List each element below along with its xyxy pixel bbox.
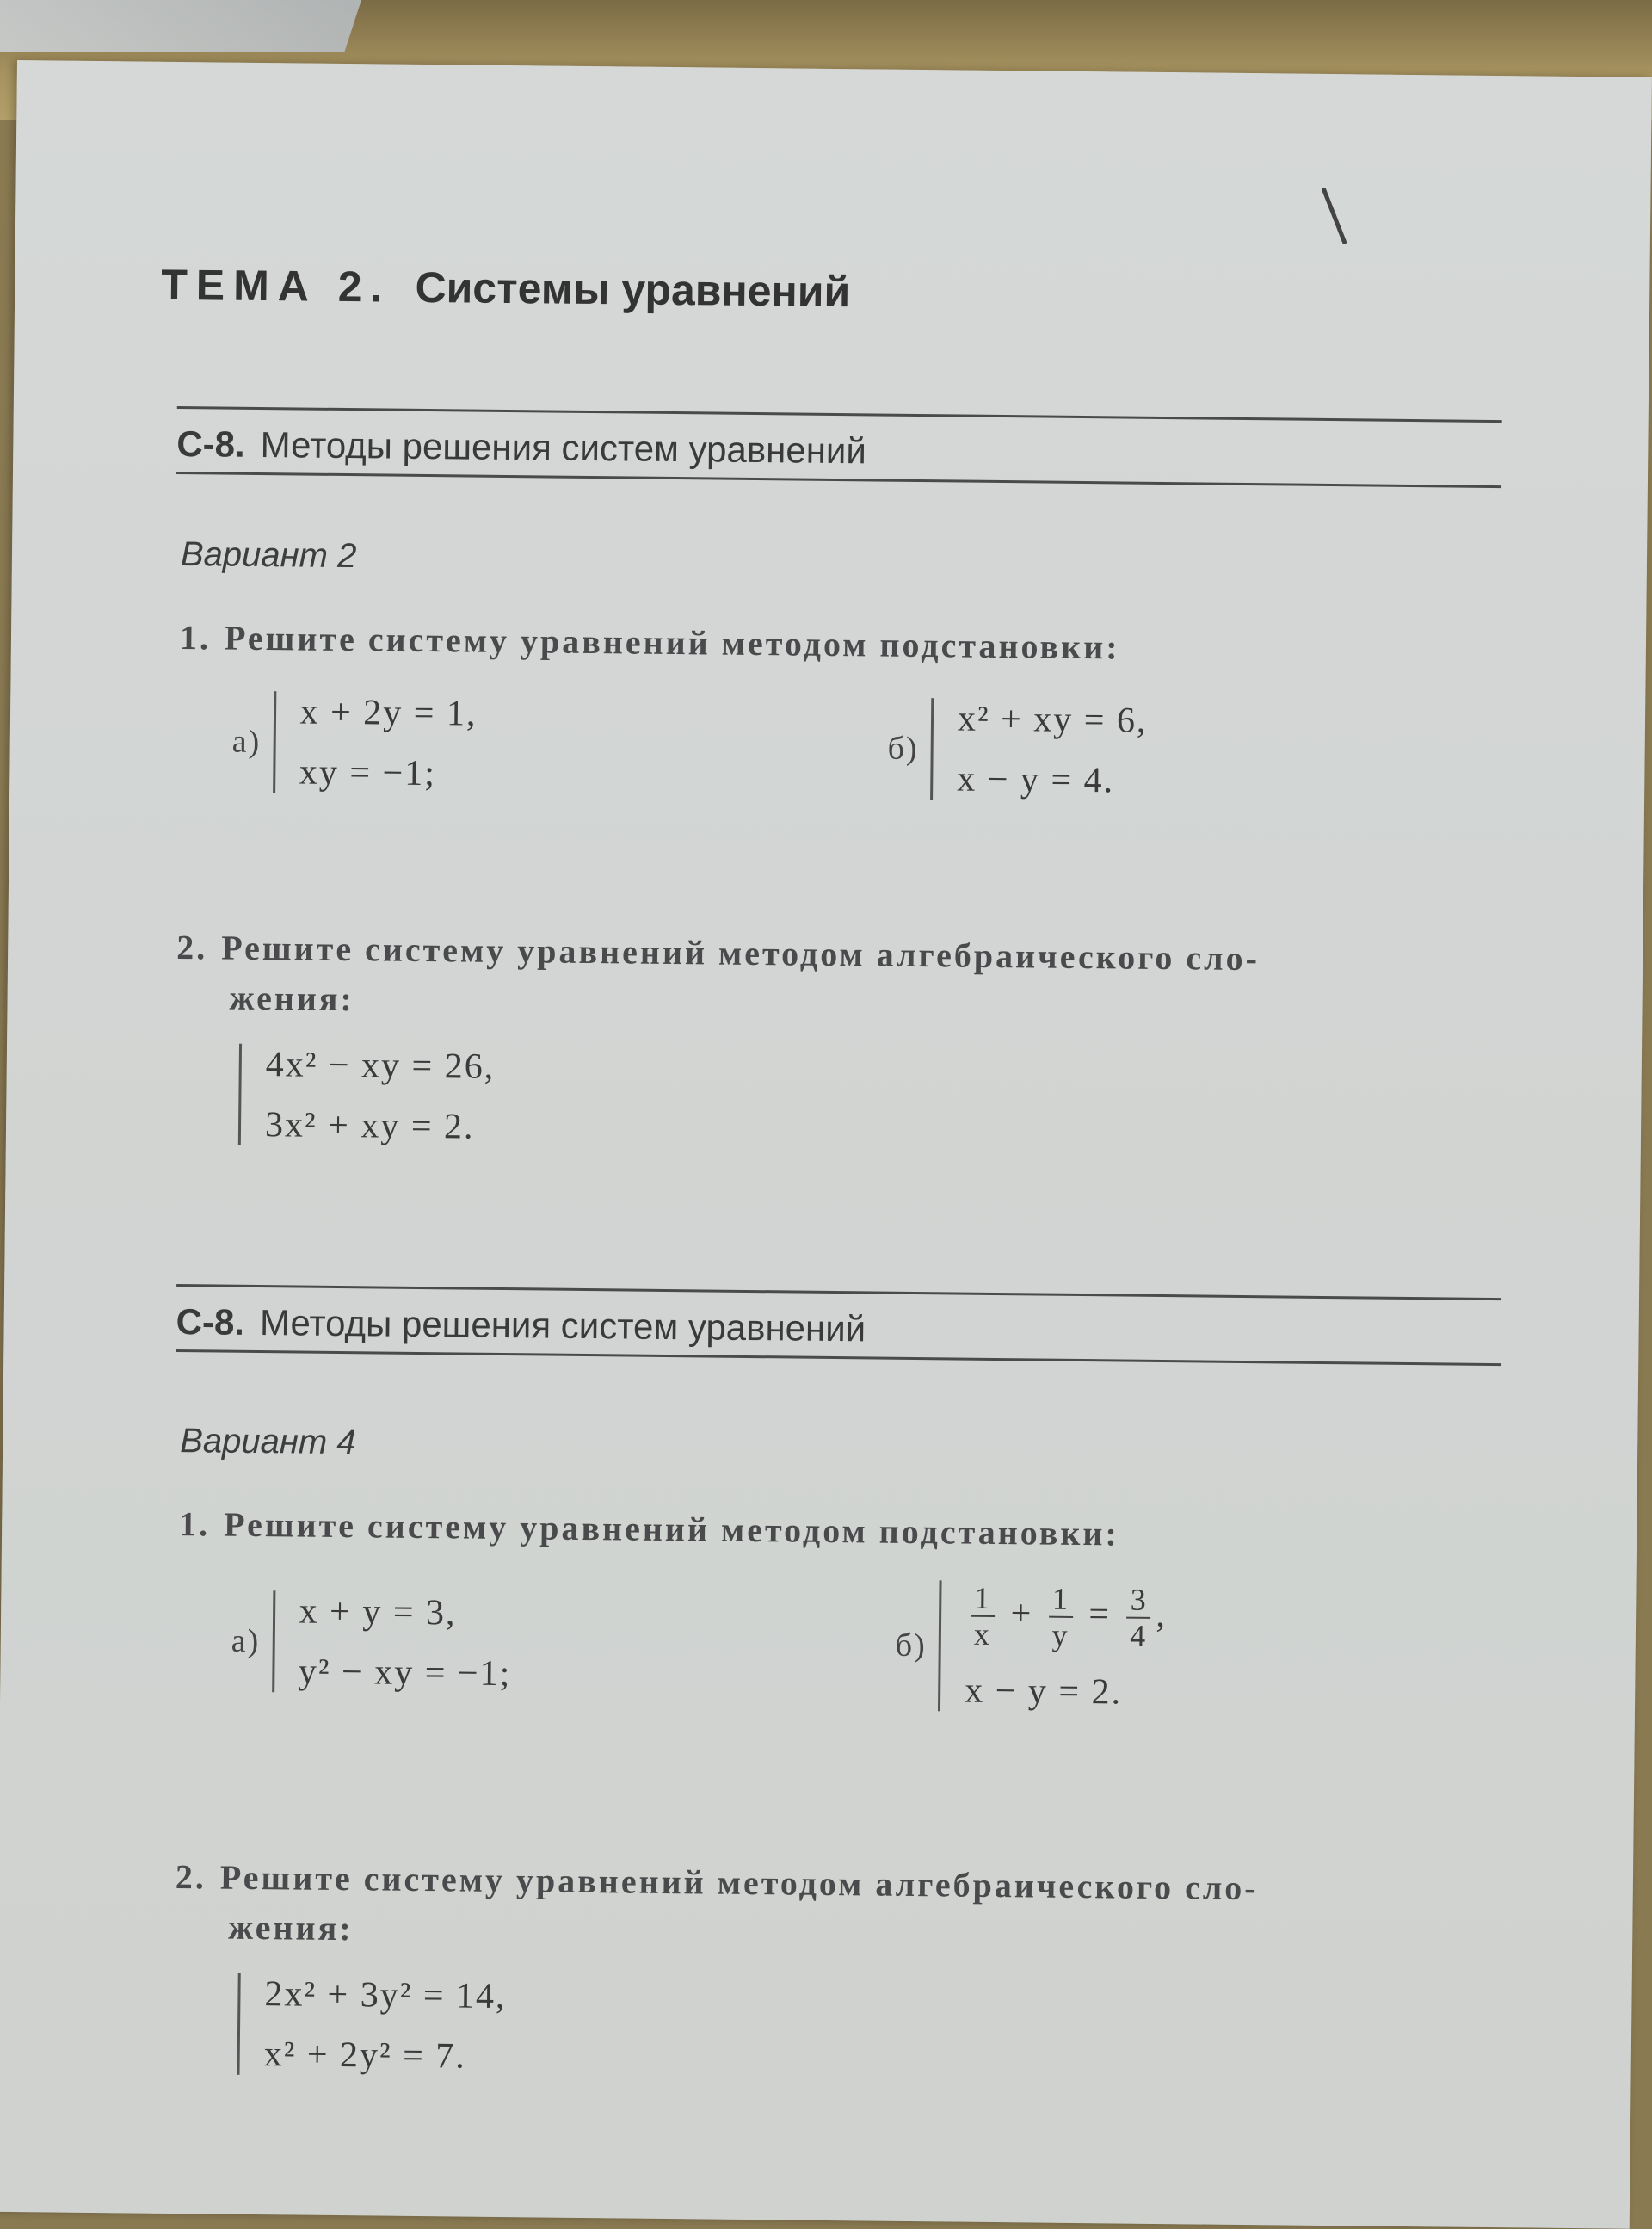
system-b [895, 1580, 1167, 1713]
equation: y² − xy = −1; [298, 1652, 512, 1695]
task-1 [180, 613, 1540, 677]
equation: x + y = 3, [299, 1591, 457, 1633]
equation: x − y = 4. [957, 759, 1115, 801]
topic-title: Системы уравнений [415, 262, 851, 317]
system-b [887, 698, 1148, 802]
operator: = [1088, 1594, 1112, 1635]
equation: x − y = 2. [964, 1670, 1123, 1713]
task-text: Решите систему уравнений методом алгебраического сло- [220, 928, 1261, 979]
equation: 3x² + xy = 2. [264, 1105, 475, 1147]
task-text-continued: жения: [228, 1907, 354, 1948]
variant-label: Вариант 2 [180, 535, 357, 576]
section-code: С-8. [176, 1301, 245, 1343]
task-2 [176, 923, 1536, 1037]
task-number: 2. [175, 1857, 207, 1897]
section-rule-top [176, 1284, 1501, 1300]
pen-mark [1322, 188, 1347, 245]
system-label: б) [895, 1627, 927, 1664]
brace-icon [930, 698, 947, 800]
system-label: а) [231, 723, 262, 761]
task-text-continued: жения: [229, 978, 355, 1019]
task-text: Решите систему уравнений методом алгебраического сло- [219, 1857, 1259, 1908]
denominator: x [971, 1615, 995, 1652]
topic-label: ТЕМА 2. [160, 260, 391, 312]
task-text: Решите систему уравнений методом подстановки: [224, 618, 1120, 667]
section-heading [176, 423, 866, 472]
system-addition [238, 1044, 496, 1148]
section-rule-bottom [176, 472, 1501, 488]
textbook-page [0, 60, 1652, 2229]
punctuation: , [1156, 1595, 1168, 1635]
equation: x² + 2y² = 7. [263, 2035, 467, 2077]
task-2 [175, 1852, 1535, 1967]
equation: x + 2y = 1, [299, 692, 478, 734]
section-heading [176, 1301, 866, 1349]
numerator: 3 [1130, 1582, 1148, 1617]
section-title: Методы решения систем уравнений [260, 423, 867, 472]
system-label: а) [231, 1622, 261, 1660]
task-number: 1. [178, 1504, 211, 1544]
brace-icon [238, 1044, 256, 1145]
task-number: 1. [179, 618, 212, 658]
equation-fraction [965, 1581, 1168, 1653]
variant-label: Вариант 4 [179, 1422, 356, 1462]
system-addition [237, 1973, 507, 2078]
system-label: б) [887, 730, 919, 768]
numerator: 1 [1051, 1581, 1070, 1616]
system-a [231, 691, 478, 795]
section-code: С-8. [176, 423, 245, 465]
task-number: 2. [176, 927, 208, 967]
task-text: Решите систему уравнений методом подстановки: [223, 1504, 1120, 1553]
equation: 4x² − xy = 26, [265, 1045, 496, 1087]
system-a [231, 1590, 512, 1695]
brace-icon [938, 1580, 956, 1711]
equation: xy = −1; [299, 752, 437, 794]
equation: 2x² + 3y² = 14, [264, 1974, 507, 2017]
task-1 [179, 1499, 1539, 1564]
operator: + [1010, 1593, 1033, 1634]
brace-icon [273, 691, 290, 793]
topic-heading [161, 260, 851, 317]
section-rule-bottom [176, 1349, 1501, 1366]
brace-icon [272, 1590, 289, 1692]
denominator: y [1048, 1616, 1072, 1652]
section-title: Методы решения систем уравнений [259, 1302, 866, 1349]
numerator: 1 [974, 1580, 992, 1615]
denominator: 4 [1126, 1617, 1150, 1653]
section-rule-top [177, 406, 1502, 423]
equation: x² + xy = 6, [957, 699, 1148, 741]
brace-icon [237, 1973, 255, 2075]
notebook-edge [0, 0, 361, 52]
